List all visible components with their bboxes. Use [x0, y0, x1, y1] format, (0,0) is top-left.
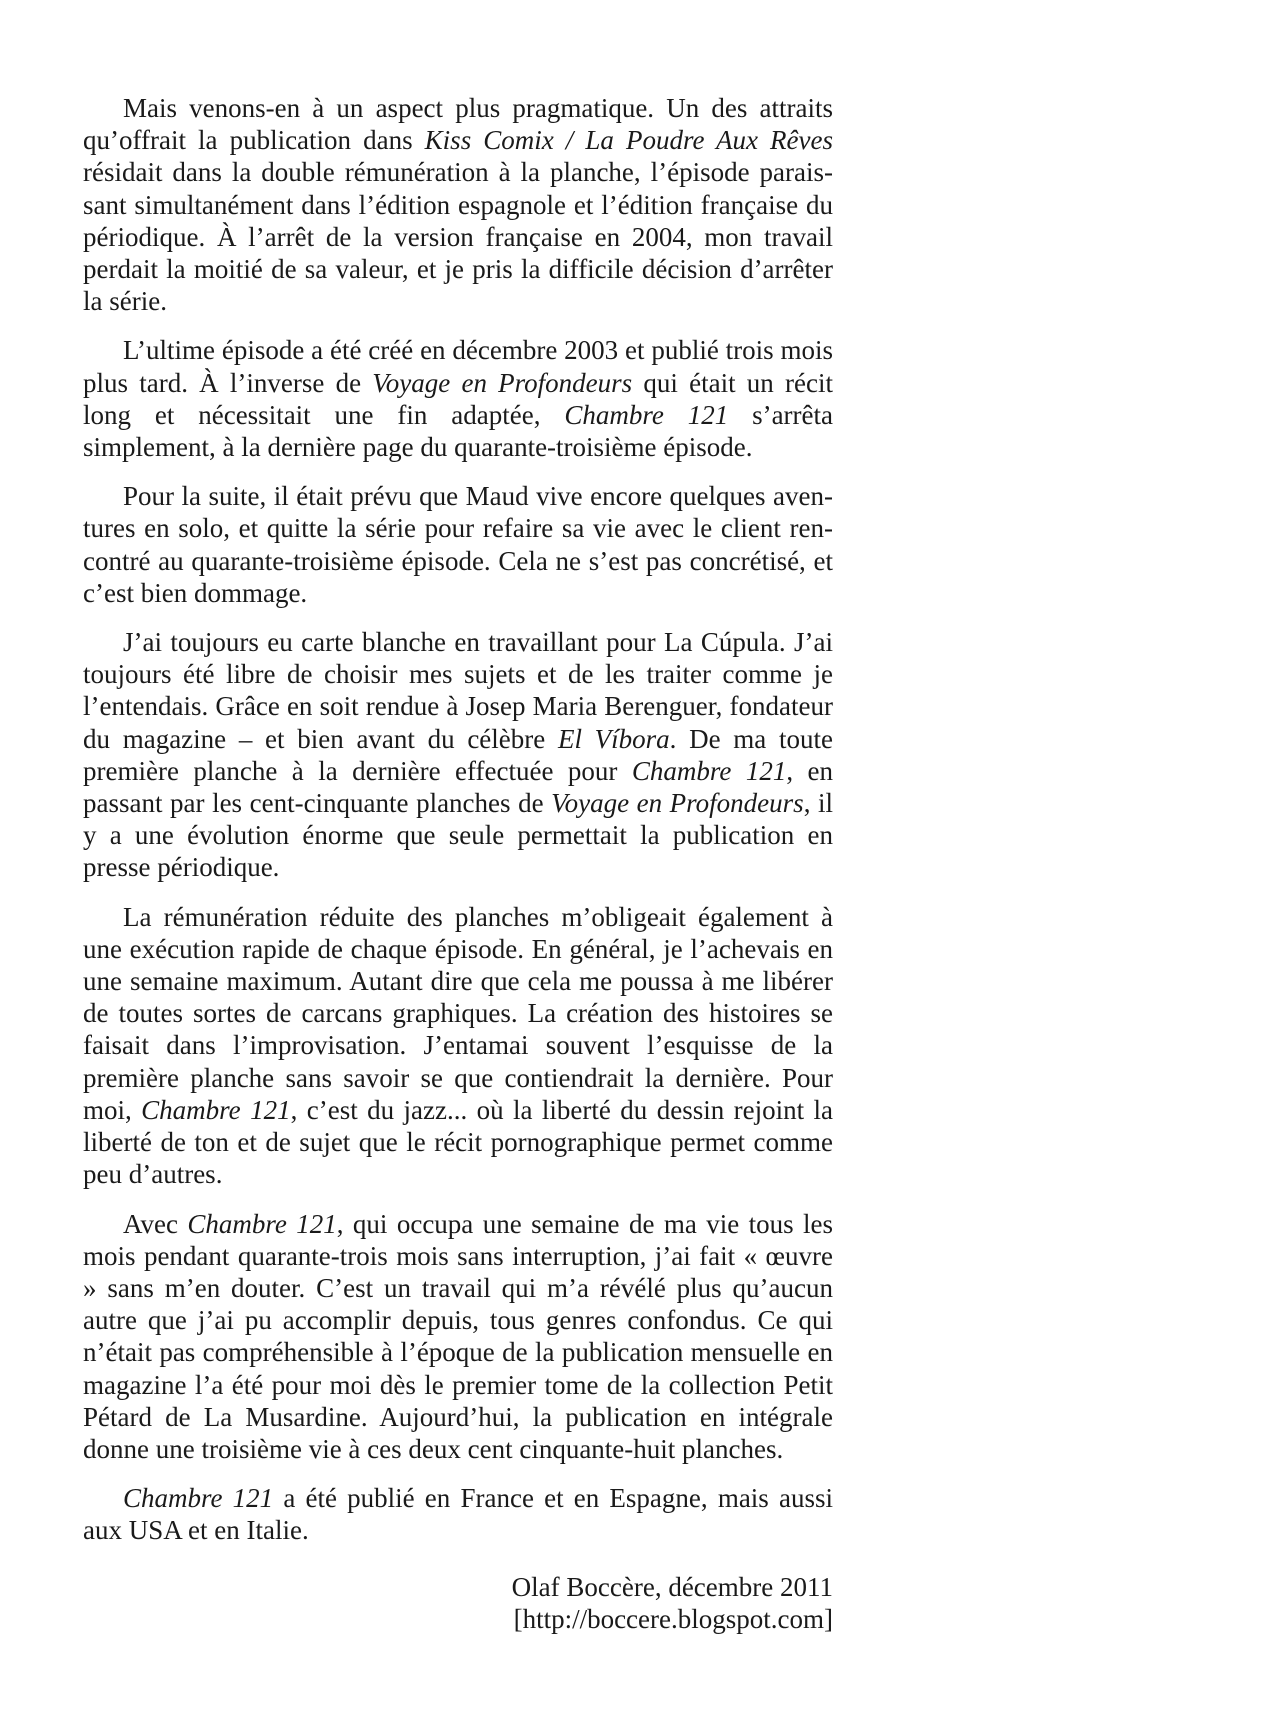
italic-title-text: Kiss Comix / La Poudre Aux Rêves: [424, 125, 833, 156]
text-run: Pour la suite, il était prévu que Maud vive encore quelques aventures en solo, et quitte la série pour refaire sa vie avec le client rencontré au quarante-troisième épisode. Cela ne s’est pas concrétisé, et c’est bien dommage.: [83, 481, 833, 608]
italic-title-text: Chambre 121: [631, 755, 787, 786]
text-run: résidait dans la double rémunération à la planche, l’épisode paraissant simultanément dans l’édition espagnole et l’édition française du périodique. À l’arrêt de la version française en 2004, mon travail perdait la moitié de sa valeur, et je pris la difficile décision d’arrêter la série.: [83, 157, 833, 317]
author-date: Olaf Boccère, décembre 2011: [511, 1571, 833, 1602]
text-run: , il y a une évolution énorme que seule permettait la publication en presse périodique.: [83, 788, 833, 883]
paragraph-3: [83, 480, 833, 609]
text-run: qui était un récit long et nécessitait une fin adaptée,: [83, 367, 833, 430]
text-run: s’arrêta simplement, à la dernière page du quarante-troisième épisode.: [83, 399, 834, 463]
text-run: La rémunération réduite des planches m’obligeait également à une exécution rapide de chaque épisode. En général, je l’achevais en une semaine maximum. Autant dire que cela me poussa à me libérer de toutes sortes de carcans graphiques. La création des histoires se faisait dans l’improvisation. J’entamai souvent l’esquisse de la première planche sans savoir se que contiendrait la dernière. Pour moi,: [83, 901, 833, 1125]
paragraph-7: [83, 1482, 833, 1546]
italic-title-text: Chambre 121: [141, 1094, 291, 1125]
text-run: , qui occupa une semaine de ma vie tous les mois pendant quarante-trois mois sans interruption, j’ai fait « œuvre » sans m’en douter. C’est un travail qui m’a révélé plus qu’aucun autre que j’ai pu accomplir depuis, tous genres confondus. Ce qui n’était pas compréhensible à l’époque de la publication mensuelle en magazine l’a été pour moi dès le premier tome de la collection Petit Pétard de La Musardine. Aujourd’hui, la publication en intégrale donne une troisième vie à ces deux cent cinquante-huit planches.: [83, 1208, 834, 1464]
text-run: , en passant par les cent-cinquante planches de: [83, 755, 834, 819]
italic-title-text: Chambre 121: [564, 399, 729, 430]
italic-title-text: Chambre 121: [187, 1208, 337, 1239]
text-run: . De ma toute première planche à la dernière effectuée pour: [83, 723, 833, 786]
italic-title-text: El Víbora: [557, 723, 670, 754]
italic-title-text: Voyage en Profondeurs: [372, 367, 633, 398]
italic-title-text: Voyage en Profondeurs: [551, 788, 804, 819]
text-run: J’ai toujours eu carte blanche en travaillant pour La Cúpula. J’ai toujours été libre de choisir mes sujets et de les traiter comme je l’entendais. Grâce en soit rendue à Josep Maria Berenguer, fondateur du magazine – et bien avant du célèbre: [83, 627, 833, 754]
paragraph-4: [83, 626, 833, 884]
text-run: Avec: [123, 1208, 188, 1239]
paragraph-5: [83, 901, 833, 1191]
body-text: [83, 92, 833, 1547]
paragraph-6: [83, 1208, 833, 1466]
text-run: Mais venons-en à un aspect plus pragmatique. Un des attraits qu’offrait la publication dans: [83, 93, 833, 156]
signature-block: [83, 1571, 833, 1635]
text-run: L’ultime épisode a été créé en décembre 2003 et publié trois mois plus tard. À l’inverse de: [83, 335, 833, 398]
blog-url: [http://boccere.blogspot.com]: [513, 1603, 833, 1634]
paragraph-2: [83, 334, 833, 463]
text-run: , c’est du jazz... où la liberté du dessin rejoint la liberté de ton et de sujet que le récit pornographique permet comme peu d’autres.: [83, 1094, 833, 1190]
italic-title-text: Chambre 121: [123, 1483, 274, 1514]
text-run: a été publié en France et en Espagne, mais aussi aux USA et en Italie.: [83, 1483, 833, 1546]
document-page: [83, 92, 833, 1635]
paragraph-1: [83, 92, 833, 317]
